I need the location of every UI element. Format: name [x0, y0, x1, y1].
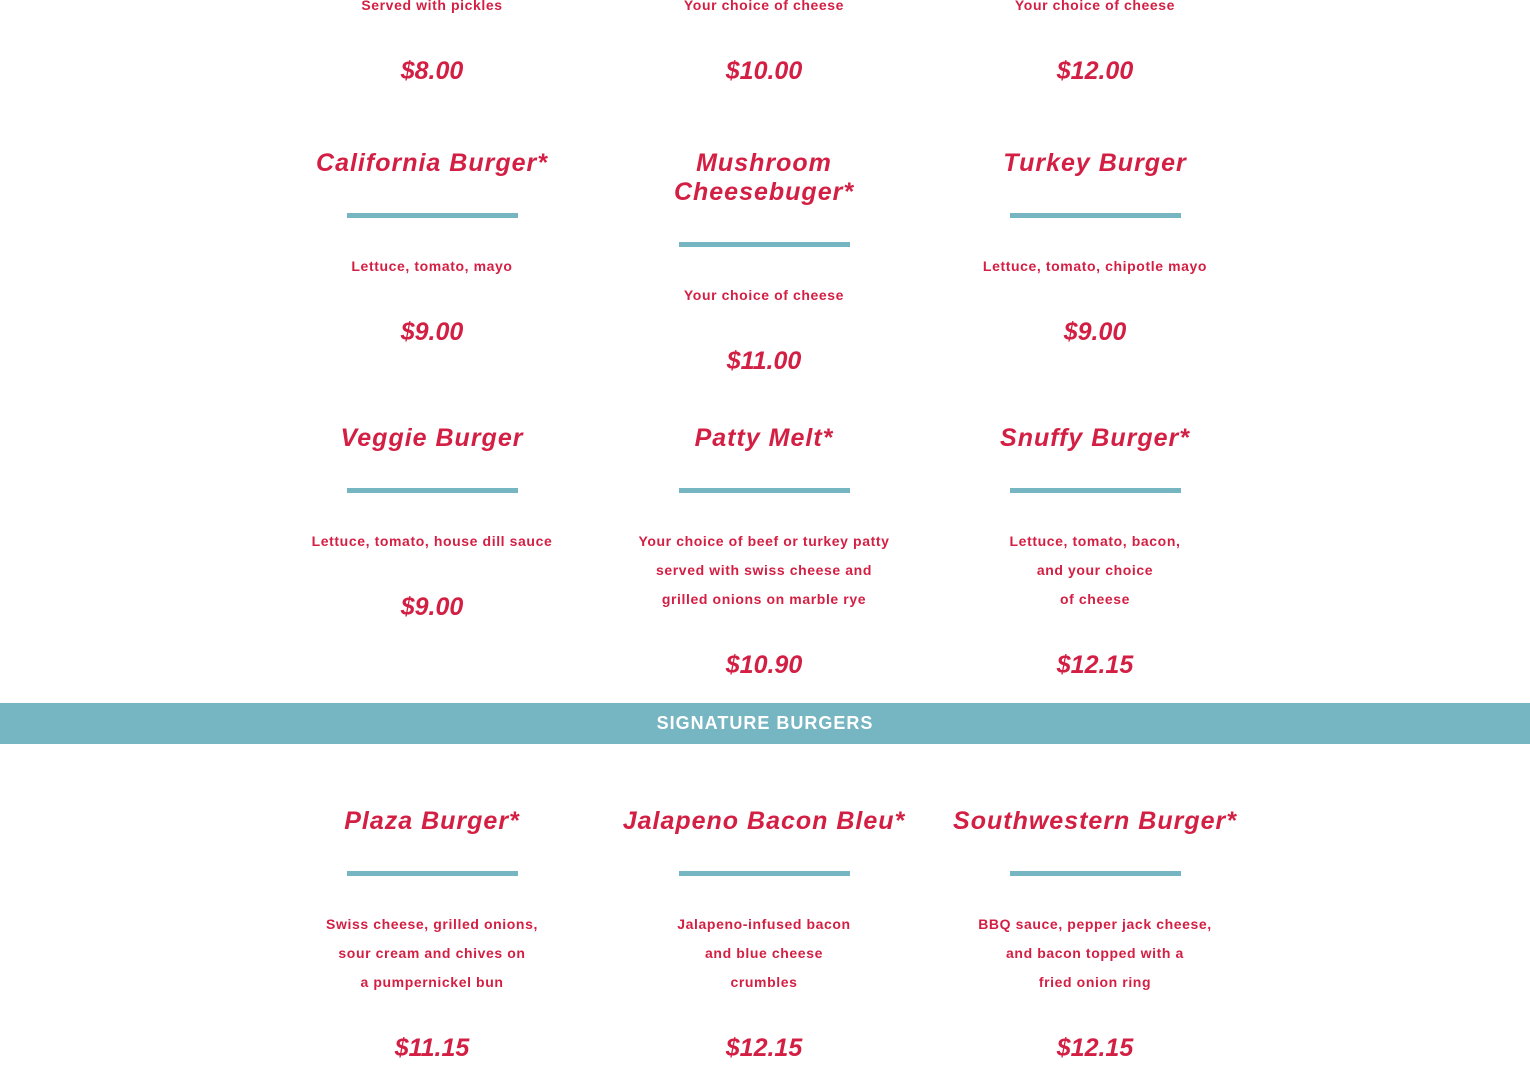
item-title: Veggie Burger	[340, 424, 524, 452]
item-price: $12.15	[725, 1034, 803, 1062]
item-description: BBQ sauce, pepper jack cheese, and bacon topped with a fried onion ring	[978, 916, 1212, 990]
item-price: $8.00	[400, 57, 464, 85]
menu-item-plaza-burger	[282, 807, 582, 1063]
menu-item-patty-melt	[614, 424, 914, 680]
title-divider	[1010, 871, 1181, 876]
title-divider	[347, 488, 518, 493]
item-description: Jalapeno-infused bacon and blue cheese crumbles	[677, 916, 851, 990]
item-title: Southwestern Burger*	[953, 807, 1237, 835]
item-title: Patty Melt*	[694, 424, 834, 452]
item-price: $12.00	[1056, 57, 1134, 85]
item-title: Jalapeno Bacon Bleu*	[622, 807, 906, 835]
item-price: $9.00	[400, 593, 464, 621]
menu-item-snuffy-burger	[945, 424, 1245, 680]
menu-item-partial-3	[945, 0, 1245, 86]
menu-item-partial-2	[614, 0, 914, 86]
title-divider	[1010, 213, 1181, 218]
item-description: Lettuce, tomato, chipotle mayo	[982, 258, 1208, 274]
title-divider	[347, 871, 518, 876]
section-banner-signature-burgers	[0, 703, 1530, 744]
menu-item-california-burger	[282, 149, 582, 347]
item-price: $12.15	[1056, 1034, 1134, 1062]
item-title: Plaza Burger*	[344, 807, 520, 835]
title-divider	[679, 871, 850, 876]
item-title: Mushroom Cheesebuger*	[673, 149, 855, 206]
item-price: $10.00	[725, 57, 803, 85]
item-title: Snuffy Burger*	[1000, 424, 1190, 452]
title-divider	[347, 213, 518, 218]
item-price: $10.90	[725, 651, 803, 679]
section-banner-label: SIGNATURE BURGERS	[656, 713, 874, 733]
item-title: California Burger*	[316, 149, 548, 177]
menu-item-veggie-burger	[282, 424, 582, 622]
item-price: $9.00	[1063, 318, 1127, 346]
menu-item-jalapeno-bacon-bleu	[614, 807, 914, 1063]
title-divider	[679, 242, 850, 247]
item-description: Your choice of cheese	[683, 287, 845, 303]
item-description: Served with pickles	[361, 0, 503, 13]
item-description: Lettuce, tomato, mayo	[351, 258, 513, 274]
menu-item-southwestern-burger	[945, 807, 1245, 1063]
title-divider	[1010, 488, 1181, 493]
item-price: $9.00	[400, 318, 464, 346]
item-title: Turkey Burger	[1003, 149, 1187, 177]
menu-item-partial-1	[282, 0, 582, 86]
item-description: Swiss cheese, grilled onions, sour cream and chives on a pumpernickel bun	[326, 916, 538, 990]
item-price: $12.15	[1056, 651, 1134, 679]
title-divider	[679, 488, 850, 493]
item-description: Lettuce, tomato, bacon, and your choice of cheese	[1009, 533, 1181, 607]
menu-item-turkey-burger	[945, 149, 1245, 347]
item-description: Your choice of beef or turkey patty served with swiss cheese and grilled onions on marble rye	[638, 533, 890, 607]
item-description: Lettuce, tomato, house dill sauce	[311, 533, 553, 549]
menu-item-mushroom-cheeseburger	[614, 149, 914, 376]
item-description: Your choice of cheese	[683, 0, 845, 13]
item-description: Your choice of cheese	[1014, 0, 1176, 13]
item-price: $11.00	[726, 347, 802, 375]
item-price: $11.15	[394, 1034, 470, 1062]
